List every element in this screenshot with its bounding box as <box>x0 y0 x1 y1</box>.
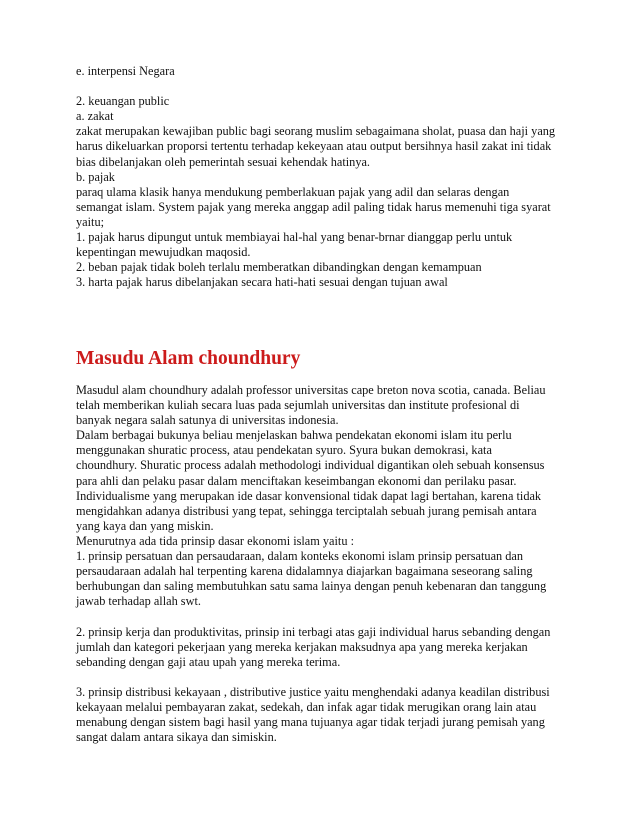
text-line: telah memberikan kuliah secara luas pada sejumlah universitas dan institute profesional di <box>76 398 520 413</box>
text-line: 3. prinsip distribusi kekayaan , distributive justice yaitu menghendaki adanya keadilan distribusi <box>76 684 550 699</box>
text-line: Masudul alam choundhury adalah professor universitas cape breton nova scotia, canada. Beliau <box>76 383 546 397</box>
section-heading: Masudu Alam choundhury <box>76 348 301 369</box>
text-line: Menurutnya ada tida prinsip dasar ekonomi islam yaitu : <box>76 533 354 548</box>
text-line: mengidahkan adanya distribusi yang tepat, sehingga terciptalah sebuah jurang pemisah antara <box>76 503 537 518</box>
section-keuangan-public <box>76 64 555 290</box>
text-line: kekayaan melalui pembayaran zakat, sedekah, dan infak agar tidak merugikan orang lain atau <box>76 699 537 714</box>
blank-line <box>76 670 550 685</box>
text-line: e. interpensi Negara <box>76 64 175 78</box>
text-line: 2. keuangan public <box>76 94 170 109</box>
text-line: sangat dalam antara sikaya dan simiskin. <box>76 730 277 745</box>
text-line: kepentingan mewujudkan maqosid. <box>76 245 251 260</box>
text-line: jawab terhadap allah swt. <box>76 594 201 609</box>
text-line: yaitu; <box>76 214 105 229</box>
text-line: bias dibelanjakan oleh pemerintah sesuai kehendak hatinya. <box>76 154 370 169</box>
text-line: harus dikeluarkan proporsi tertentu terhadap kekeyaan atau output bersihnya hasil zakat ini tidak <box>76 139 552 154</box>
text-line: persaudaraan adalah hal terpenting karena didalamnya diajarkan bagaimana seseorang saling <box>76 564 533 579</box>
text-line: a. zakat <box>76 109 114 124</box>
text-line: Individualisme yang merupakan ide dasar konvensional tidak dapat lagi bertahan, karena tidak <box>76 488 542 503</box>
text-line: menabung dengan sistem bagi hasil yang mana tujuanya agar tidak terjadi jurang pemisah yang <box>76 715 545 730</box>
text-line: menggunakan shuratic process, atau pendekatan syuro. Syura bukan demokrasi, kata <box>76 443 492 458</box>
section-choundhury <box>76 383 550 745</box>
text-line: b. pajak <box>76 169 115 184</box>
text-line: choundhury. Shuratic process adalah methodologi individual digantikan oleh sebuah konsensus <box>76 458 545 473</box>
text-line: berhubungan dan saling membutuhkan satu sama lainya dengan penuh kebenaran dan tanggung <box>76 579 547 594</box>
text-line: banyak negara salah satunya di universitas indonesia. <box>76 413 339 428</box>
text-line: sebanding dengan gaji atau upah yang mereka terima. <box>76 654 341 669</box>
text-line: paraq ulama klasik hanya mendukung pemberlakuan pajak yang adil dan selaras dengan <box>76 184 510 199</box>
text-line: 2. prinsip kerja dan produktivitas, prinsip ini terbagi atas gaji individual harus sebanding dengan <box>76 624 551 639</box>
text-line: semangat islam. System pajak yang mereka anggap adil paling tidak harus memenuhi tiga syarat <box>76 199 551 214</box>
text-line: 2. beban pajak tidak boleh terlalu memberatkan dibandingkan dengan kemampuan <box>76 260 482 275</box>
text-line: jumlah dan kategori pekerjaan yang mereka kerjakan maksudnya apa yang mereka kerjakan <box>76 639 528 654</box>
paragraph-choundhury <box>76 383 550 745</box>
text-line: para ahli dan pelaku pasar dalam menciftakan keseimbangan ekonomi dan perilaku pasar. <box>76 473 517 488</box>
blank-line <box>76 79 555 94</box>
paragraph-keuangan-public <box>76 64 555 290</box>
text-line: 1. prinsip persatuan dan persaudaraan, dalam konteks ekonomi islam prinsip persatuan dan <box>76 549 524 564</box>
text-line: 3. harta pajak harus dibelanjakan secara hati-hati sesuai dengan tujuan awal <box>76 275 448 290</box>
text-line: yang kaya dan yang miskin. <box>76 518 214 533</box>
blank-line <box>76 609 550 624</box>
text-line: 1. pajak harus dipungut untuk membiayai hal-hal yang benar-brnar dianggap perlu untuk <box>76 230 513 245</box>
text-line: Dalam berbagai bukunya beliau menjelaskan bahwa pendekatan ekonomi islam itu perlu <box>76 428 512 443</box>
text-line: zakat merupakan kewajiban public bagi seorang muslim sebagaimana sholat, puasa dan haji yang <box>76 124 556 139</box>
